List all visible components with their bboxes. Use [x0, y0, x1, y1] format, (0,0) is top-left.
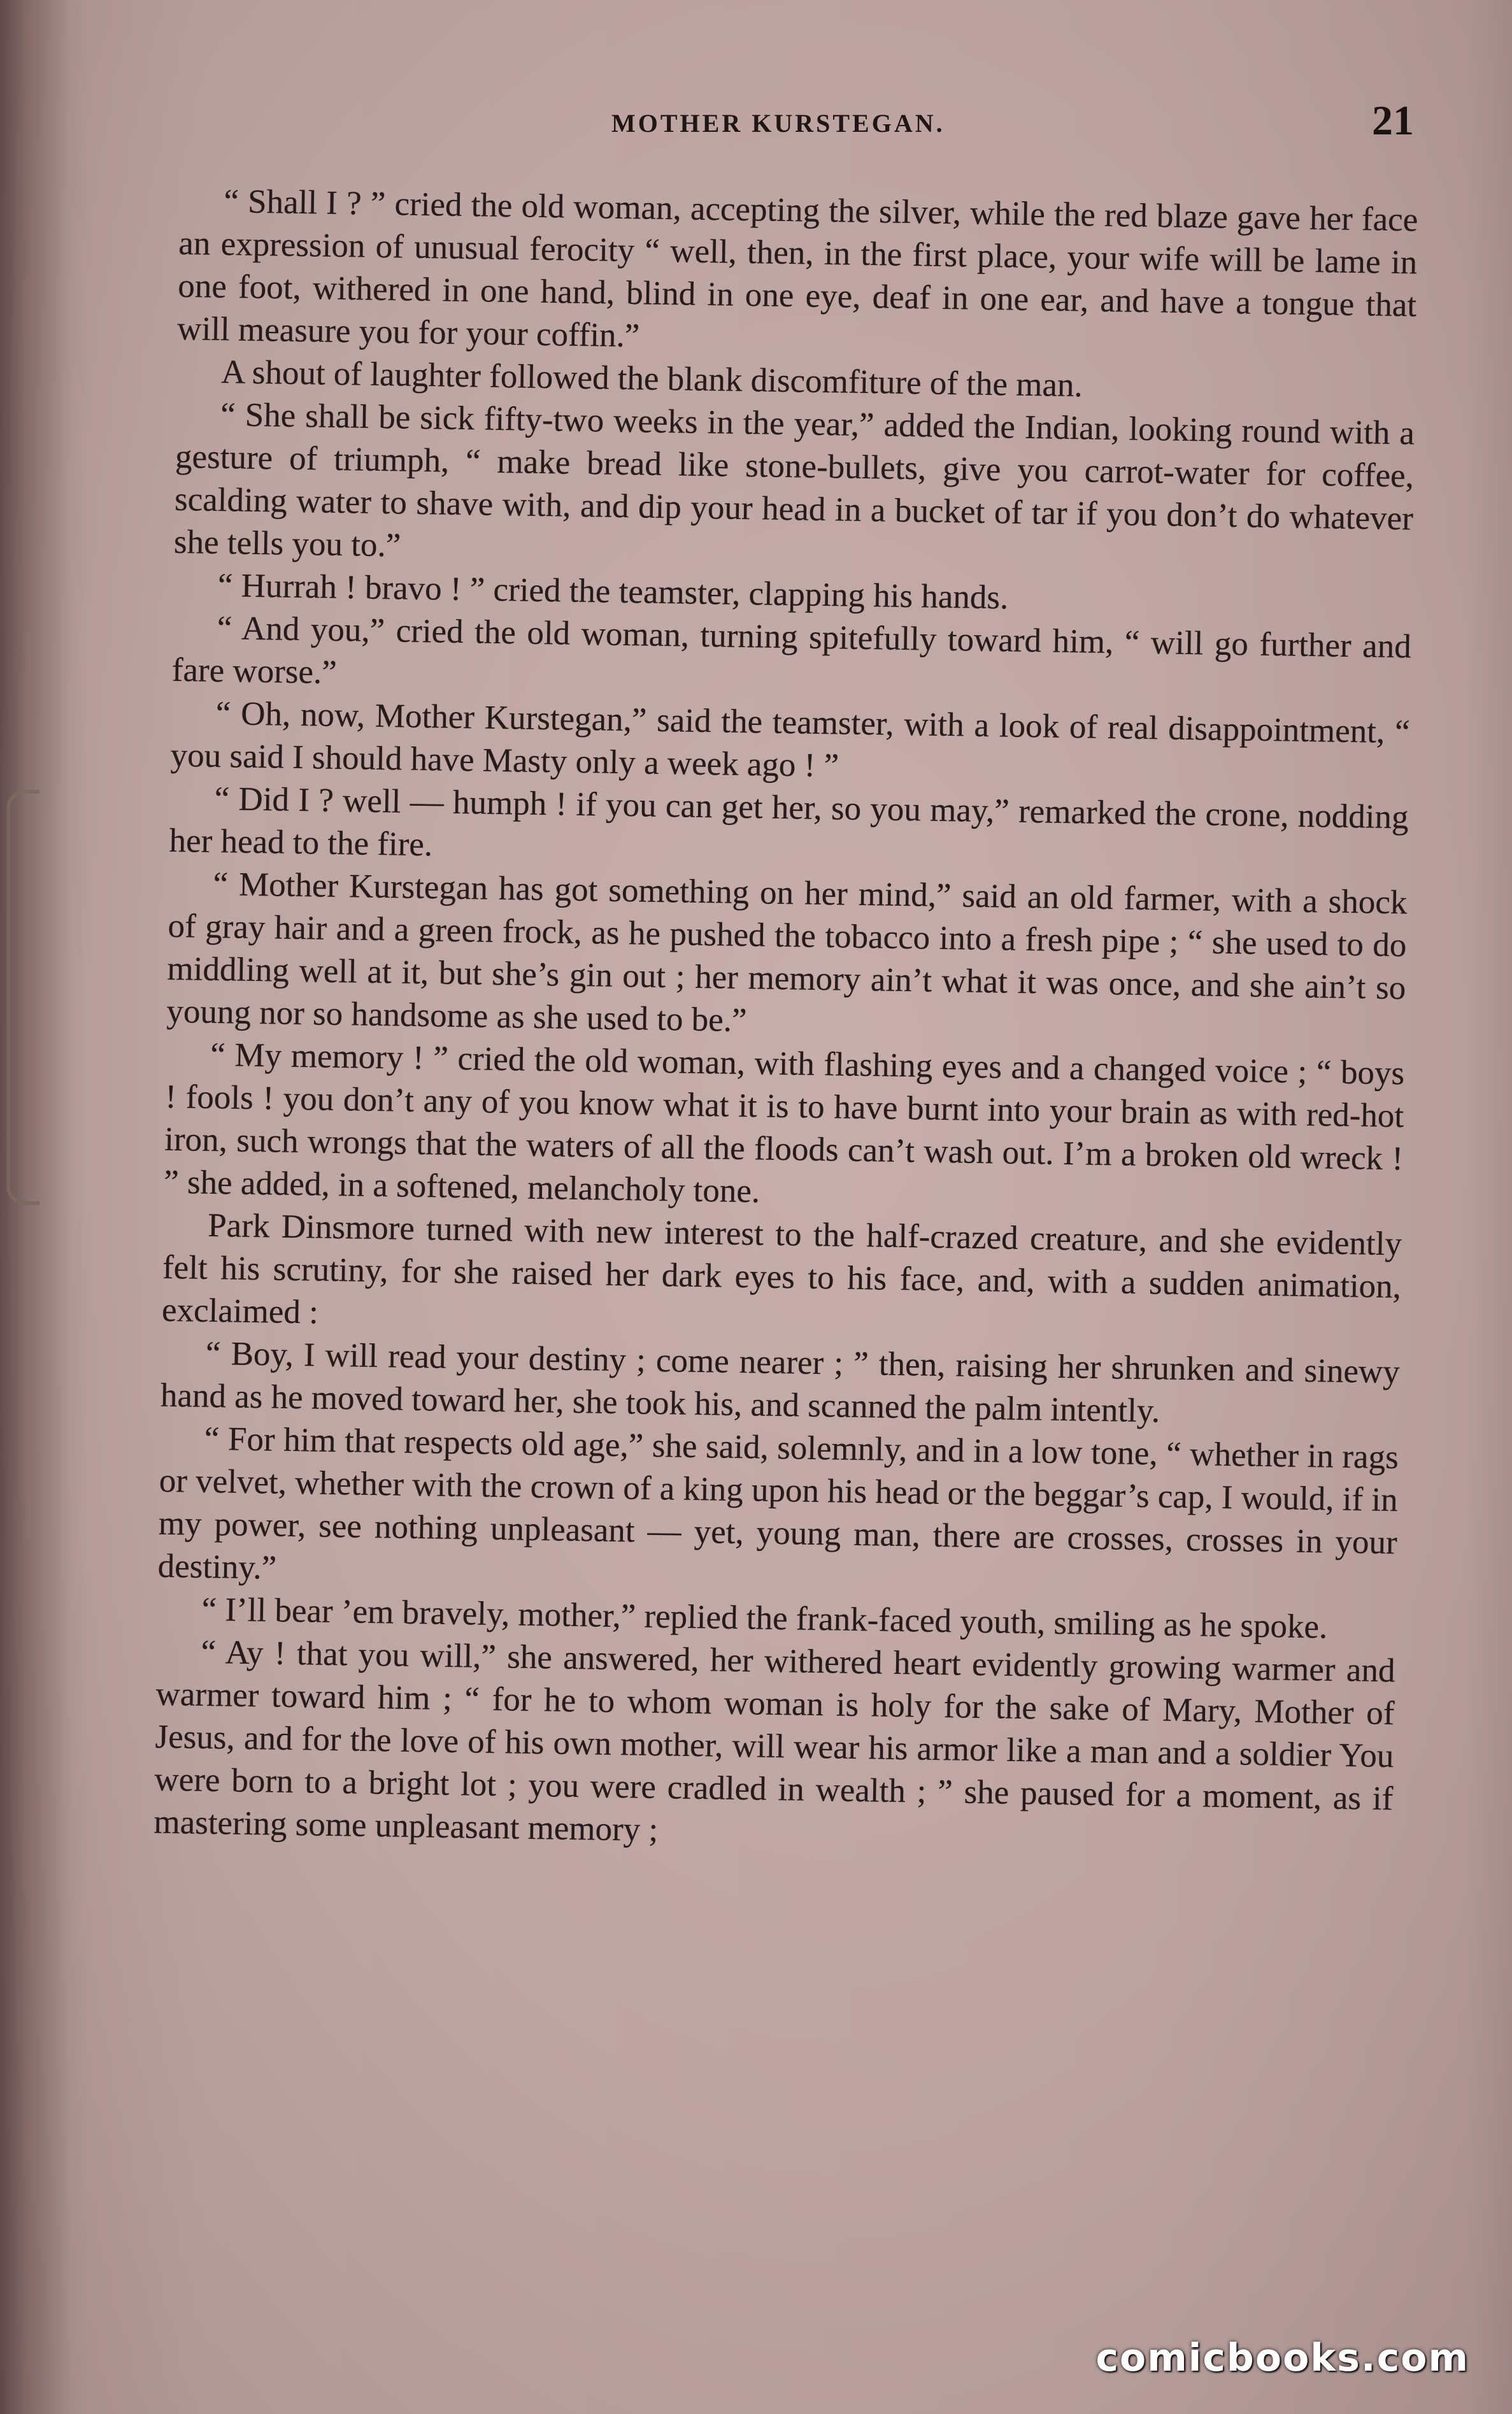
- paragraph: “ Ay ! that you will,” she answered, her withered heart evidently growing warmer and warmer toward him ; “ for he to whom woman is holy for the sake of Mary, Mother of Jesus, and for the love of his own mother, will wear his armor like a man and a soldier You were born to a bright lot ; you were cradled in wealth ; ” she paused for a moment, as if mastering some unpleasant memory ;: [153, 1633, 1395, 1849]
- paragraph: “ She shall be sick fifty-two weeks in the year,” added the Indian, looking round with a gesture of triumph, “ make bread like stone-bullets, give you carrot-water for coffee, scalding water to shave with, and dip your head in a bucket of tar if you don’t do whatever she tells you to.”: [173, 396, 1415, 564]
- paragraph: “ Mother Kurstegan has got something on her mind,” said an old farmer, with a shock of gray hair and a green frock, as he pushed the tobacco into a fresh pipe ; “ she used to do middling well at it, but she’s gin out ; her memory ain’t what it was once, and she ain’t so young nor so handsome as she used to be.”: [166, 865, 1408, 1039]
- body-text: [153, 180, 1418, 1863]
- binding-stitch-thread: [6, 790, 39, 1205]
- running-head: MOTHER KURSTEGAN.: [611, 109, 945, 138]
- page-header: [178, 96, 1417, 153]
- paragraph: “ Hurrah ! bravo ! ” cried the teamster, clapping his hands.: [217, 567, 1009, 617]
- site-watermark: comicbooks.com: [1095, 2336, 1469, 2380]
- paragraph: Park Dinsmore turned with new interest to the half-crazed creature, and she evidently felt his scrutiny, for she raised her dark eyes to his face, and, with a sudden animation, exclaimed :: [161, 1206, 1402, 1331]
- paragraph: A shout of laughter followed the blank discomfiture of the man.: [220, 354, 1083, 404]
- paragraph: “ For him that respects old age,” she said, solemnly, and in a low tone, “ whether in rags or velvet, whether with the crown of a king upon his head or the beggar’s cap, I would, if in my power, see nothing unpleasant — yet, young man, there are crosses, crosses in your destiny.”: [157, 1420, 1399, 1587]
- binding-shadow: [0, 0, 70, 2414]
- paragraph: “ My memory ! ” cried the old woman, with flashing eyes and a changed voice ; “ boys ! fools ! you don’t any of you know what it is to have burnt into your brain as with red-hot iron, such wrongs that the waters of all the floods can’t wash out. I’m a broken old wreck ! ” she added, in a softened, melancholy tone.: [163, 1036, 1405, 1210]
- page-number: 21: [1372, 97, 1414, 144]
- paragraph: “ Did I ? well — humph ! if you can get her, so you may,” remarked the crone, nodding her head to the fire.: [169, 780, 1409, 864]
- paragraph: “ Oh, now, Mother Kurstegan,” said the teamster, with a look of real disappointment, “ you said I should have Masty only a week ago ! ”: [170, 694, 1411, 785]
- paragraph: “ Boy, I will read your destiny ; come nearer ; ” then, raising her shrunken and sinewy hand as he moved toward her, she took his, and scanned the palm intently.: [160, 1334, 1401, 1430]
- paragraph: “ Shall I ? ” cried the old woman, accepting the silver, while the red blaze gave her face an expression of unusual ferocity “ well, then, in the first place, your wife will be lame in one foot, withered in one hand, blind in one eye, deaf in one ear, and have a tongue that will measure you for your coffin.”: [176, 183, 1418, 355]
- paragraph: “ And you,” cried the old woman, turning spitefully toward him, “ will go further and fare worse.”: [171, 610, 1412, 691]
- paragraph: “ I’ll bear ’em bravely, mother,” replied the frank-faced youth, smiling as he spoke.: [201, 1590, 1328, 1646]
